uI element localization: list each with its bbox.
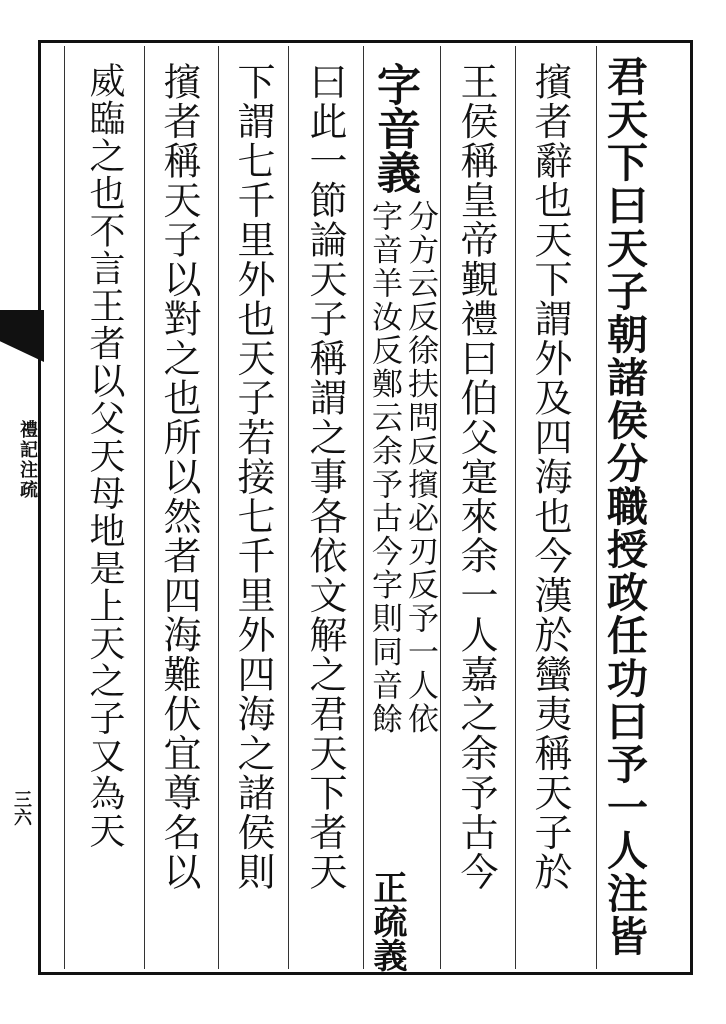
column-rule bbox=[363, 46, 364, 969]
column-rule bbox=[144, 46, 145, 969]
column-rule bbox=[515, 46, 516, 969]
text-column-8: 威臨之也不言王者以父天母地是上天之子又為天 bbox=[84, 62, 125, 850]
column-rule bbox=[64, 46, 65, 969]
column-rule bbox=[218, 46, 219, 969]
fishtail-mark bbox=[0, 310, 44, 362]
text-column-6: 下謂七千里外也天子若接七千里外四海之諸侯則 bbox=[231, 62, 275, 892]
text-column-3: 王侯稱皇帝覲禮曰伯父寔來余一人嘉之余予古今 bbox=[454, 62, 498, 892]
text-column-2: 擯者辭也天下謂外及四海也今漢於蠻夷稱天子於 bbox=[528, 62, 572, 892]
text-column-7: 擯者稱天子以對之也所以然者四海難伏宜尊名以 bbox=[157, 62, 201, 892]
column-rule bbox=[596, 46, 597, 969]
annotation-line-left: 字音羊汝反鄭云余予古今字則同音餘 bbox=[366, 200, 402, 736]
annotation-heading: 字音義 bbox=[369, 62, 420, 194]
column-rule bbox=[288, 46, 289, 969]
column-rule bbox=[440, 46, 441, 969]
page-number: 三六 bbox=[11, 790, 32, 826]
commentary-marker: 正疏義 bbox=[367, 870, 407, 972]
book-title: 禮記注疏 bbox=[17, 420, 38, 500]
text-column-5: 曰此一節論天子稱謂之事各依文解之君天下者天 bbox=[303, 62, 347, 892]
text-column-1: 君天下曰天子朝諸侯分職授政任功曰予一人注皆 bbox=[600, 55, 648, 958]
annotation-line-right: 分方云反徐扶問反擯必刃反予一人依 bbox=[402, 200, 438, 736]
